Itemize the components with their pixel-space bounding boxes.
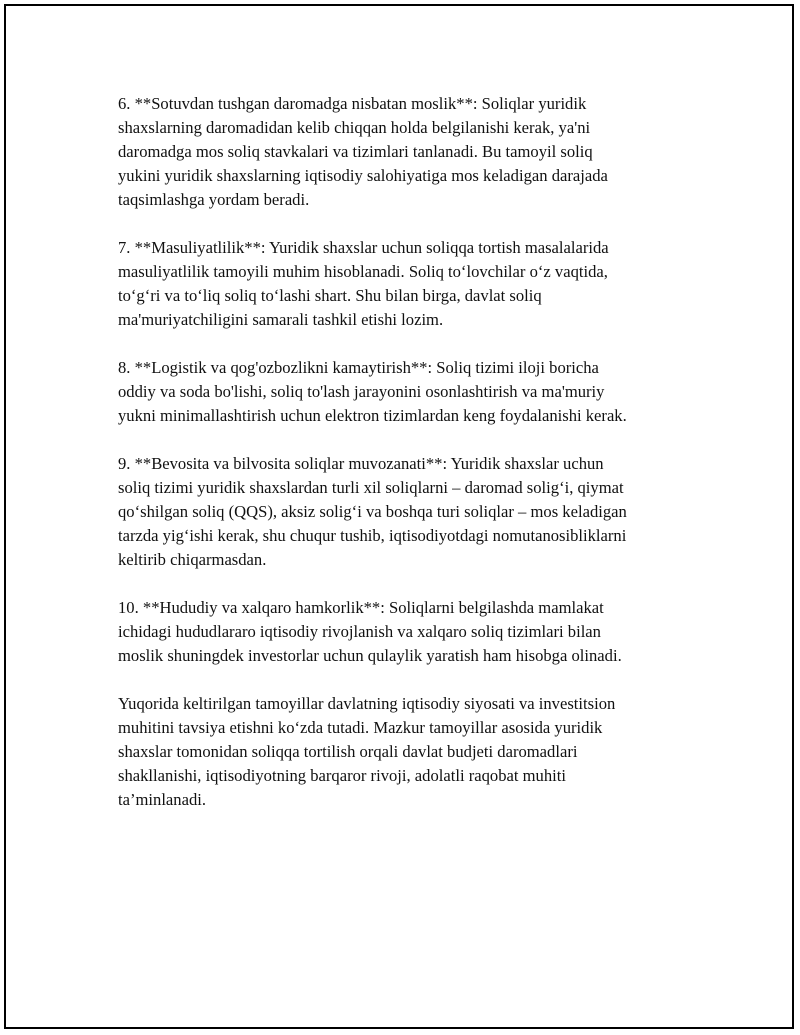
text-line: 6. **Sotuvdan tushgan daromadga nisbatan moslik**: Soliqlar yuridik [118,94,587,113]
text-line: soliq tizimi yuridik shaxslardan turli xil soliqlarni – daromad solig‘i, qiymat [118,478,624,497]
paragraph-6-sotuvdan-moslik [118,92,698,212]
paragraph-conclusion [118,692,698,812]
text-line: daromadga mos soliq stavkalari va tizimlari tanlanadi. Bu tamoyil soliq [118,142,593,161]
text-line: muhitini tavsiya etishni ko‘zda tutadi. Mazkur tamoyillar asosida yuridik [118,718,603,737]
text-line: shaxslarning daromadidan kelib chiqqan holda belgilanishi kerak, ya'ni [118,118,591,137]
text-line: to‘g‘ri va to‘liq soliq to‘lashi shart. Shu bilan birga, davlat soliq [118,286,542,305]
text-line: ta’minlanadi. [118,790,207,809]
text-line: taqsimlashga yordam beradi. [118,190,310,209]
text-line: masuliyatlilik tamoyili muhim hisoblanadi. Soliq to‘lovchilar o‘z vaqtida, [118,262,608,281]
text-line: 7. **Masuliyatlilik**: Yuridik shaxslar uchun soliqqa tortish masalalarida [118,238,609,257]
text-line: oddiy va soda bo'lishi, soliq to'lash jarayonini osonlashtirish va ma'muriy [118,382,605,401]
text-line: 8. **Logistik va qog'ozbozlikni kamaytirish**: Soliq tizimi iloji boricha [118,358,599,377]
text-line: moslik shuningdek investorlar uchun qulaylik yaratish ham hisobga olinadi. [118,646,622,665]
text-line: shakllanishi, iqtisodiyotning barqaror rivoji, adolatli raqobat muhiti [118,766,566,785]
text-line: ichidagi hududlararo iqtisodiy rivojlanish va xalqaro soliq tizimlari bilan [118,622,601,641]
paragraph-7-masuliyatlilik [118,236,698,332]
text-line: keltirib chiqarmasdan. [118,550,267,569]
text-line: qo‘shilgan soliq (QQS), aksiz solig‘i va boshqa turi soliqlar – mos keladigan [118,502,627,521]
paragraph-10-hamkorlik [118,596,698,668]
text-line: Yuqorida keltirilgan tamoyillar davlatning iqtisodiy siyosati va investitsion [118,694,616,713]
text-line: ma'muriyatchiligini samarali tashkil etishi lozim. [118,310,444,329]
text-line: yukni minimallashtirish uchun elektron tizimlardan keng foydalanishi kerak. [118,406,627,425]
document-body [118,92,698,836]
text-line: shaxslar tomonidan soliqqa tortilish orqali davlat budjeti daromadlari [118,742,578,761]
text-line: tarzda yig‘ishi kerak, shu chuqur tushib, iqtisodiyotdagi nomutanosibliklarni [118,526,627,545]
text-line: 9. **Bevosita va bilvosita soliqlar muvozanati**: Yuridik shaxslar uchun [118,454,604,473]
text-line: 10. **Hududiy va xalqaro hamkorlik**: Soliqlarni belgilashda mamlakat [118,598,604,617]
paragraph-9-soliqlar-muvozanati [118,452,698,572]
paragraph-8-logistik [118,356,698,428]
text-line: yukini yuridik shaxslarning iqtisodiy salohiyatiga mos keladigan darajada [118,166,608,185]
